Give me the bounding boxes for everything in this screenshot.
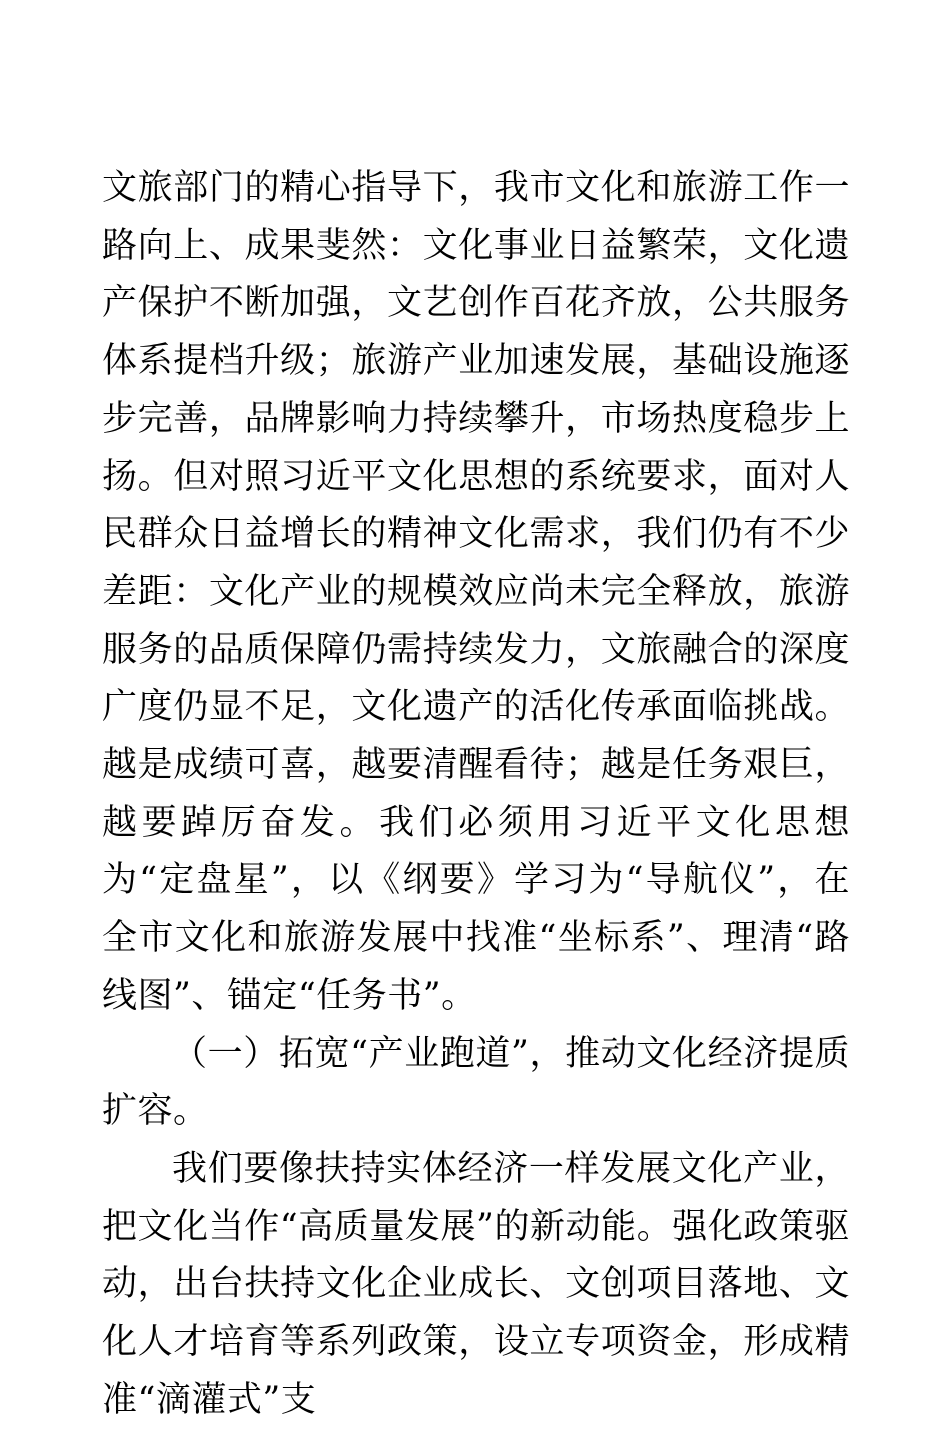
section-heading: （一）拓宽“产业跑道”，推动文化经济提质扩容。	[102, 1033, 850, 1132]
paragraph-continued: 文旅部门的精心指导下，我市文化和旅游工作一路向上、成果斐然：文化事业日益繁荣，文化遗产保护不断加强，文艺创作百花齐放，公共服务体系提档升级；旅游产业加速发展，基础设施逐步完善，品牌影响力持续攀升，市场热度稳步上扬。但对照习近平文化思想的系统要求，面对人民群众日益增长的精神文化需求，我们仍有不少差距：文化产业的规模效应尚未完全释放，旅游服务的品质保障仍需持续发力，文旅融合的深度广度仍显不足，文化遗产的活化传承面临挑战。越是成绩可喜，越要清醒看待；越是任务艰巨，越要踔厉奋发。我们必须用习近平文化思想为“定盘星”，以《纲要》学习为“导航仪”，在全市文化和旅游发展中找准“坐标系”、理清“路线图”、锚定“任务书”。	[102, 168, 850, 1016]
paragraph: 我们要像扶持实体经济一样发展文化产业，把文化当作“高质量发展”的新动能。强化政策驱动，出台扶持文化企业成长、文创项目落地、文化人才培育等系列政策，设立专项资金，形成精准“滴灌式”支	[102, 1148, 850, 1420]
document-body	[102, 160, 850, 1429]
